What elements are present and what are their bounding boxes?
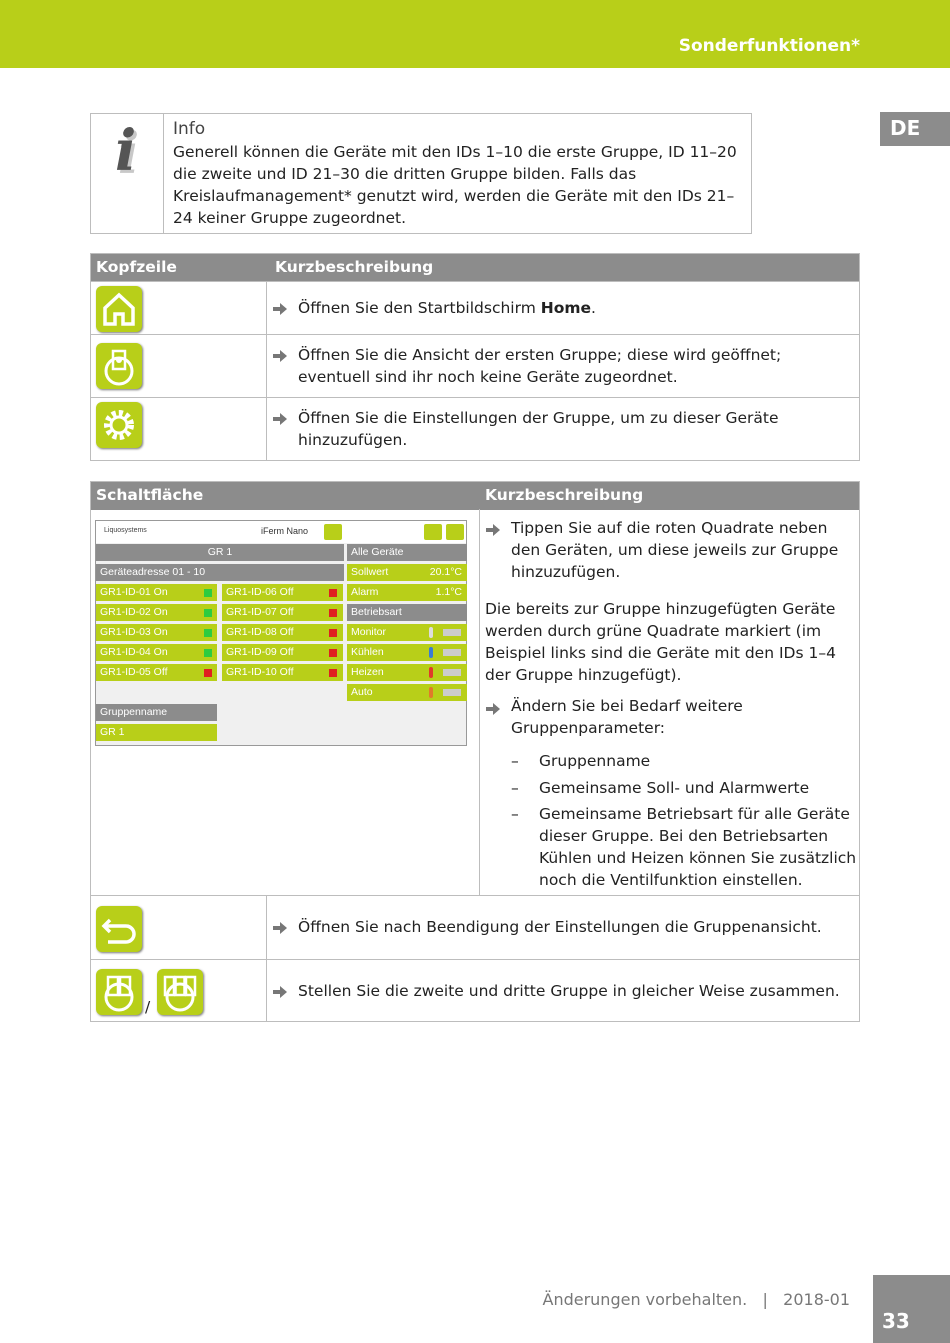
device-name: iFerm Nano	[261, 526, 309, 536]
table-header-description: Kurzbeschreibung	[267, 254, 859, 282]
sub-dash: –	[511, 752, 519, 770]
device-row[interactable]: GR1-ID-04 On	[96, 644, 217, 661]
sub-item: Gruppenname	[539, 752, 651, 770]
device-row[interactable]: GR1-ID-08 Off	[222, 624, 343, 641]
status-square[interactable]	[329, 589, 337, 597]
group-icon[interactable]	[324, 524, 342, 540]
status-square[interactable]	[204, 669, 212, 677]
arrow-icon	[273, 303, 287, 315]
footer-note: Änderungen vorbehalten. | 2018-01	[542, 1290, 850, 1309]
table-row	[91, 334, 859, 398]
table-header-description: Kurzbeschreibung	[480, 482, 859, 510]
arrow-icon	[273, 922, 287, 934]
address-label: Geräteadresse 01 - 10	[96, 564, 344, 581]
brand-logo: Liquosystems	[104, 527, 147, 534]
status-square[interactable]	[204, 629, 212, 637]
header-table	[90, 253, 860, 461]
thermometer-icon	[429, 627, 433, 638]
table-row	[91, 959, 859, 1021]
home-icon[interactable]	[96, 286, 142, 332]
slash-separator: /	[145, 998, 151, 1016]
info-heading: Info	[173, 119, 206, 139]
home-icon[interactable]	[446, 524, 464, 540]
row-text: Stellen Sie die zweite und dritte Gruppe in gleicher Weise zusammen.	[298, 982, 840, 1000]
thermometer-icon	[429, 667, 433, 678]
info-icon: i	[115, 118, 137, 184]
device-row[interactable]: GR1-ID-06 Off	[222, 584, 343, 601]
gear-icon[interactable]	[96, 402, 142, 448]
device-row[interactable]: GR1-ID-03 On	[96, 624, 217, 641]
bullet-text: Ändern Sie bei Bedarf weitere Gruppenparameter:	[511, 697, 743, 737]
thermometer-icon	[429, 647, 433, 658]
table-row	[91, 895, 859, 960]
group-3-icon[interactable]	[157, 969, 203, 1015]
status-square[interactable]	[329, 649, 337, 657]
arrow-icon	[273, 350, 287, 362]
paragraph-text: Die bereits zur Gruppe hinzugefügten Geräte werden durch grüne Quadrate markiert (im Beispiel links sind die Geräte mit den IDs 1–4 der Gruppe hinzugefügt).	[485, 600, 836, 684]
status-square[interactable]	[204, 609, 212, 617]
status-square[interactable]	[329, 629, 337, 637]
table-row	[91, 281, 859, 335]
group-name-field[interactable]: GR 1	[96, 724, 217, 741]
table-header-kopfzeile: Kopfzeile	[91, 254, 267, 282]
device-row[interactable]: GR1-ID-07 Off	[222, 604, 343, 621]
status-square[interactable]	[329, 609, 337, 617]
sub-dash: –	[511, 779, 519, 797]
row-text: Öffnen Sie nach Beendigung der Einstellungen die Gruppenansicht.	[298, 918, 822, 936]
device-screenshot	[95, 520, 467, 746]
device-row[interactable]: GR1-ID-10 Off	[222, 664, 343, 681]
sub-item: Gemeinsame Betriebsart für alle Geräte dieser Gruppe. Bei den Betriebsarten Kühlen und Heizen können Sie zusätzlich noch die Ventilfunktion einstellen.	[539, 805, 857, 889]
device-row[interactable]: GR1-ID-02 On	[96, 604, 217, 621]
info-text-block	[173, 118, 743, 229]
arrow-icon	[273, 986, 287, 998]
status-square[interactable]	[204, 649, 212, 657]
row-text: Öffnen Sie die Ansicht der ersten Gruppe; diese wird geöffnet; eventuell sind ihr noch keine Geräte zugeordnet.	[298, 346, 782, 386]
device-row[interactable]: GR1-ID-09 Off	[222, 644, 343, 661]
header-bar	[0, 0, 950, 68]
arrow-icon	[486, 703, 500, 715]
bullet-text: Tippen Sie auf die roten Quadrate neben den Geräten, um diese jeweils zur Gruppe hinzuzufügen.	[511, 519, 839, 581]
group-name-label: Gruppenname	[96, 704, 217, 721]
language-tab: DE	[880, 112, 950, 146]
device-row[interactable]: GR1-ID-01 On	[96, 584, 217, 601]
alarm-row[interactable]: Alarm 1.1°C	[347, 584, 467, 601]
status-square[interactable]	[204, 589, 212, 597]
back-icon[interactable]	[96, 906, 142, 952]
mode-heating[interactable]: Heizen	[347, 664, 467, 681]
group-title: GR 1	[96, 544, 344, 561]
setpoint-row[interactable]: Sollwert 20.1°C	[347, 564, 467, 581]
mode-monitor[interactable]: Monitor	[347, 624, 467, 641]
section-title: Sonderfunktionen*	[678, 36, 860, 56]
row-text: Öffnen Sie die Einstellungen der Gruppe, um zu dieser Geräte hinzuzufügen.	[298, 409, 779, 449]
sub-item: Gemeinsame Soll- und Alarmwerte	[539, 779, 810, 797]
device-topbar	[96, 521, 466, 543]
thermometer-icon	[429, 687, 433, 698]
info-text: Generell können die Geräte mit den IDs 1–10 die erste Gruppe, ID 11–20 die zweite und ID 21–30 die dritten Gruppe bilden. Falls das Kreislaufmanagement* genutzt wird, werden die Geräte mit den IDs 21–24 keiner Gruppe zugeordnet.	[173, 143, 737, 227]
arrow-icon	[486, 524, 500, 536]
page-number: 33	[873, 1275, 950, 1343]
table-header-schaltflaeche: Schaltfläche	[91, 482, 480, 510]
group-2-icon[interactable]	[96, 969, 142, 1015]
info-icon-cell	[91, 114, 164, 233]
status-square[interactable]	[329, 669, 337, 677]
all-devices-header: Alle Geräte	[347, 544, 467, 561]
arrow-icon	[273, 413, 287, 425]
mode-label: Betriebsart	[347, 604, 467, 621]
back-icon[interactable]	[424, 524, 442, 540]
row-text: Öffnen Sie den Startbildschirm Home.	[298, 299, 596, 317]
info-box	[90, 113, 752, 234]
mode-cooling[interactable]: Kühlen	[347, 644, 467, 661]
mode-auto[interactable]: Auto	[347, 684, 467, 701]
table-row	[91, 397, 859, 460]
sub-dash: –	[511, 805, 519, 823]
group-icon[interactable]	[96, 343, 142, 389]
device-row[interactable]: GR1-ID-05 Off	[96, 664, 217, 681]
